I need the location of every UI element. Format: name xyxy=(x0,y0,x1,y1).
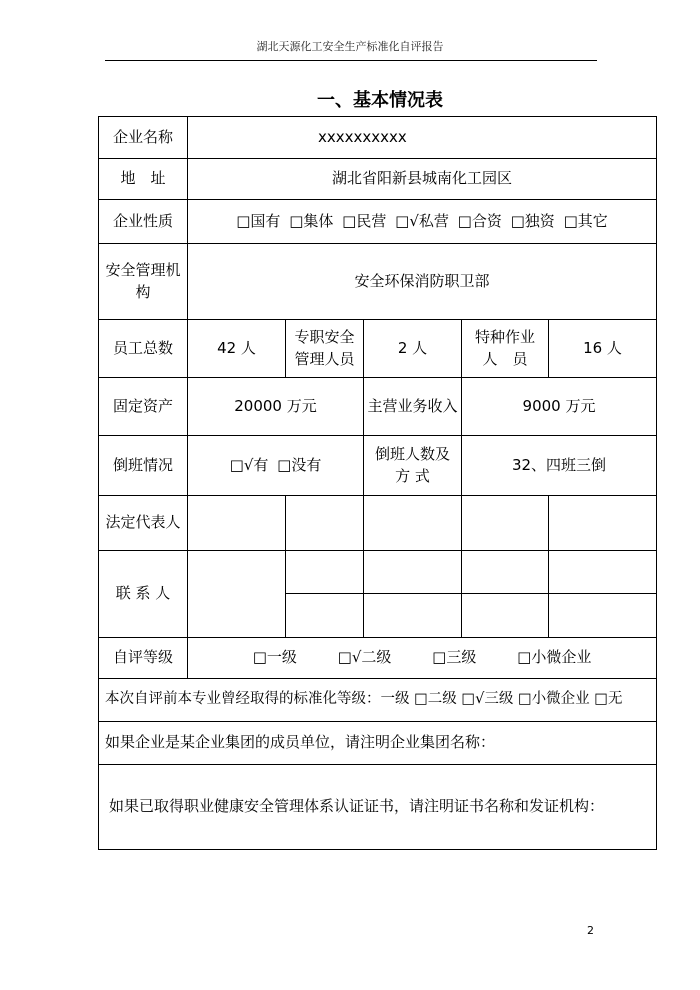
contact-cell-5[interactable] xyxy=(549,551,657,594)
row-safety-dept xyxy=(99,244,657,320)
contact-cell-6[interactable] xyxy=(286,594,364,638)
legal-rep-cell-2[interactable] xyxy=(286,496,364,551)
company-name-label: 企业名称 xyxy=(99,117,188,159)
special-staff-value: 16 人 xyxy=(549,320,657,378)
row-assets xyxy=(99,378,657,436)
main-income-label: 主营业务收入 xyxy=(364,378,462,436)
main-income-value: 9000 万元 xyxy=(462,378,657,436)
basic-info-table xyxy=(98,116,657,850)
row-previous-grade xyxy=(99,679,657,722)
legal-rep-cell-4[interactable] xyxy=(462,496,549,551)
shift-count-value: 32、四班三倒 xyxy=(462,436,657,496)
page-number: 2 xyxy=(587,924,594,937)
page-title: 一、基本情况表 xyxy=(317,90,443,111)
row-staff xyxy=(99,320,657,378)
contact-cell-8[interactable] xyxy=(462,594,549,638)
nature-options xyxy=(188,200,657,244)
row-contact-1 xyxy=(99,551,657,594)
safety-dept-value: 安全环保消防职卫部 xyxy=(188,244,657,320)
grade-option-small[interactable]: □小微企业 xyxy=(517,648,592,667)
certificate-text: 如果已取得职业健康安全管理体系认证证书，请注明证书名称和发证机构： xyxy=(99,765,657,850)
address-value: 湖北省阳新县城南化工园区 xyxy=(188,159,657,200)
row-certificate xyxy=(99,765,657,850)
row-nature xyxy=(99,200,657,244)
row-company-name xyxy=(99,117,657,159)
staff-total-label: 员工总数 xyxy=(99,320,188,378)
contact-cell-2[interactable] xyxy=(286,551,364,594)
grade-option-2[interactable]: □√二级 xyxy=(337,648,392,667)
legal-rep-label: 法定代表人 xyxy=(99,496,188,551)
fixed-assets-label: 固定资产 xyxy=(99,378,188,436)
shift-option-no[interactable]: □没有 xyxy=(277,455,322,474)
contact-cell-3[interactable] xyxy=(364,551,462,594)
contact-label: 联 系 人 xyxy=(99,551,188,638)
nature-option-state[interactable]: □国有 xyxy=(236,211,281,230)
nature-label: 企业性质 xyxy=(99,200,188,244)
special-staff-label: 特种作业人 员 xyxy=(462,320,549,378)
shift-count-label: 倒班人数及 方 式 xyxy=(364,436,462,496)
contact-cell-4[interactable] xyxy=(462,551,549,594)
row-address xyxy=(99,159,657,200)
legal-rep-cell-5[interactable] xyxy=(549,496,657,551)
row-shift xyxy=(99,436,657,496)
nature-option-joint[interactable]: □合资 xyxy=(457,211,502,230)
grade-label: 自评等级 xyxy=(99,638,188,679)
safety-dept-label: 安全管理机构 xyxy=(99,244,188,320)
contact-cell-7[interactable] xyxy=(364,594,462,638)
group-text: 如果企业是某企业集团的成员单位，请注明企业集团名称： xyxy=(99,722,657,765)
safety-staff-label: 专职安全管理人员 xyxy=(286,320,364,378)
row-legal-rep xyxy=(99,496,657,551)
row-group xyxy=(99,722,657,765)
header-divider xyxy=(105,60,597,61)
legal-rep-cell-1[interactable] xyxy=(188,496,286,551)
page-header: 湖北天源化工安全生产标准化自评报告 xyxy=(256,40,444,53)
address-label: 地 址 xyxy=(99,159,188,200)
grade-option-1[interactable]: □一级 xyxy=(252,648,297,667)
contact-cell-1[interactable] xyxy=(188,551,286,638)
contact-cell-9[interactable] xyxy=(549,594,657,638)
grade-option-3[interactable]: □三级 xyxy=(432,648,477,667)
nature-option-other[interactable]: □其它 xyxy=(563,211,608,230)
staff-total-value: 42 人 xyxy=(188,320,286,378)
previous-grade-text: 本次自评前本专业曾经取得的标准化等级：一级 □二级 □√三级 □小微企业 □无 xyxy=(99,679,657,722)
grade-options xyxy=(188,638,657,679)
nature-option-private[interactable]: □√私营 xyxy=(395,211,449,230)
safety-staff-value: 2 人 xyxy=(364,320,462,378)
nature-option-civilian[interactable]: □民营 xyxy=(342,211,387,230)
nature-option-sole[interactable]: □独资 xyxy=(510,211,555,230)
fixed-assets-value: 20000 万元 xyxy=(188,378,364,436)
shift-options xyxy=(188,436,364,496)
nature-option-collective[interactable]: □集体 xyxy=(289,211,334,230)
company-name-value: xxxxxxxxxx xyxy=(188,117,657,159)
row-grade xyxy=(99,638,657,679)
shift-option-yes[interactable]: □√有 xyxy=(229,455,269,474)
legal-rep-cell-3[interactable] xyxy=(364,496,462,551)
shift-label: 倒班情况 xyxy=(99,436,188,496)
